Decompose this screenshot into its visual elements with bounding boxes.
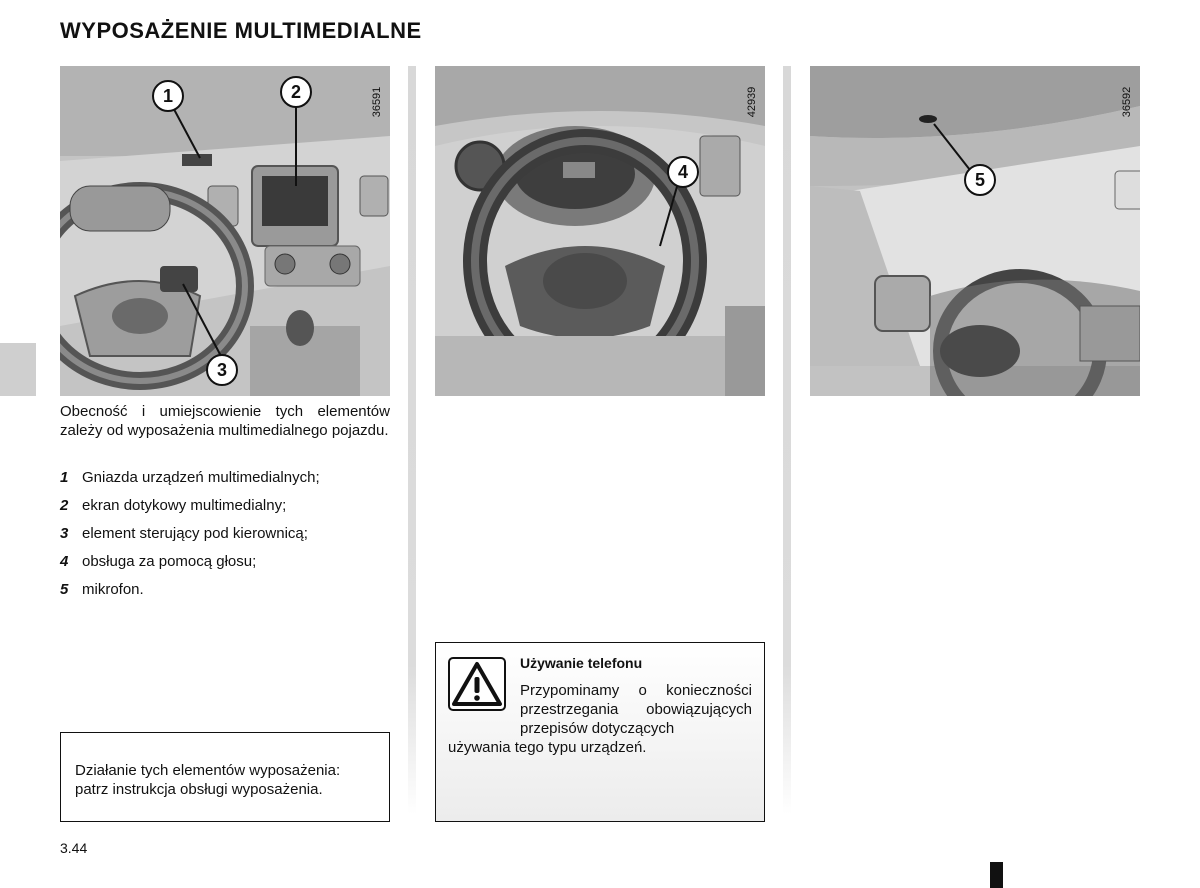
legend-item [60,468,390,487]
callout-5: 5 [964,164,996,196]
warning-title: Używanie telefonu [520,655,643,671]
page-title: WYPOSAŻENIE MULTIMEDIALNE [60,18,422,43]
legend-text: obsługa za pomocą głosu; [82,553,257,570]
legend-number: 3 [60,525,69,542]
equipment-note-box [60,732,390,822]
callout-2: 2 [280,76,312,108]
warning-triangle-icon [448,657,506,711]
warning-text: Przypominamy o konieczności przestrzegania obowiązujących przepisów dotyczących [520,682,752,737]
figure-number: 36592 [1121,86,1133,118]
callout-3: 3 [206,354,238,386]
dashboard-illustration [60,66,390,396]
legend-item [60,580,390,599]
page-edge-marker [990,862,1003,888]
legend-text: mikrofon. [82,581,144,598]
legend-item [60,496,390,515]
legend-number: 1 [60,469,69,486]
legend-text: ekran dotykowy multimedialny; [82,497,287,514]
legend-text: Gniazda urządzeń multimedialnych; [82,469,320,486]
legend-item [60,524,390,543]
figure-number: 36591 [371,86,383,118]
legend-number: 5 [60,581,69,598]
intro-paragraph: Obecność i umiejscowienie tych elementów zależy od wyposażenia multimedialnego pojazdu. [60,403,390,439]
legend-number: 2 [60,497,69,514]
warning-text-continued: używania tego typu urządzeń. [448,739,647,756]
section-tab-marker [0,343,36,396]
page-number: 3.44 [60,840,88,856]
legend-number: 4 [60,553,69,570]
legend-text: element sterujący pod kierownicą; [82,525,308,542]
column-divider [408,66,416,814]
cabin-roof-illustration [810,66,1140,396]
callout-4: 4 [667,156,699,188]
warning-box [435,642,765,822]
legend-item [60,552,390,571]
figure-number: 42939 [746,86,758,118]
callout-1: 1 [152,80,184,112]
column-divider [783,66,791,814]
steering-wheel-illustration [435,66,765,396]
equipment-note-text: Działanie tych elementów wyposażenia: patrz instrukcja obsługi wyposażenia. [75,762,341,798]
